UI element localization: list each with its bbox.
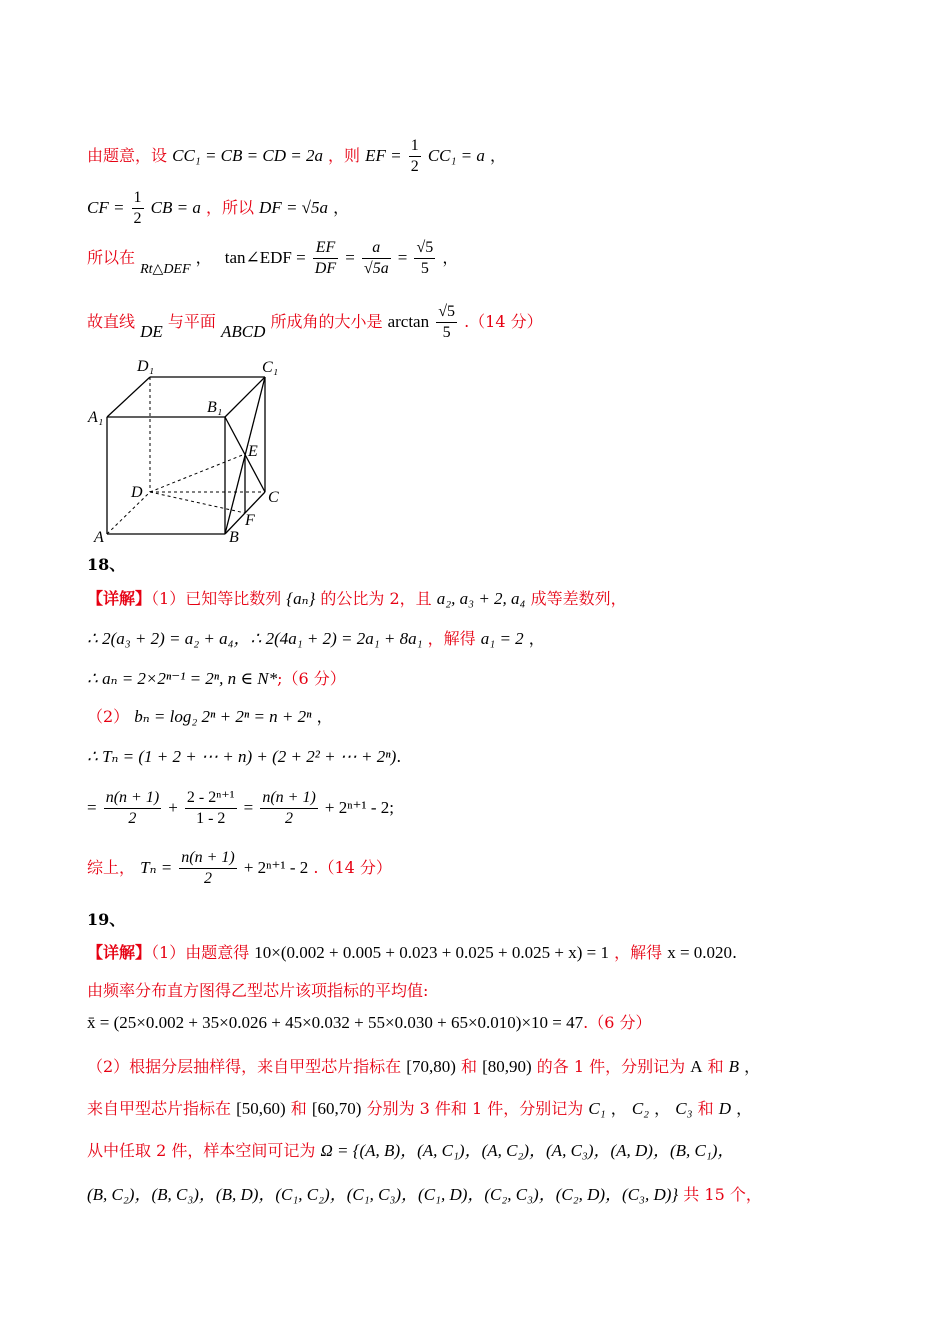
formula: [80,90)	[482, 1057, 532, 1076]
text: 故直线	[87, 312, 136, 331]
p18-line-3	[87, 668, 346, 690]
formula: a₁ = 2	[480, 629, 524, 648]
edge-A1D1	[107, 377, 150, 417]
text: 所以在	[87, 248, 136, 267]
text: 的公比为 2，且	[320, 589, 432, 608]
text: （2）根据分层抽样得，来自甲型芯片指标在	[87, 1057, 402, 1076]
text: ，	[610, 1099, 627, 1118]
fraction: $\frac{1}{2}$	[410, 137, 419, 175]
p19-line-5	[87, 1098, 752, 1120]
fraction: $\frac{n(n + 1)}{2}$	[181, 849, 235, 887]
p18-line-5	[87, 746, 401, 768]
formula: DE	[140, 322, 163, 341]
text: 来自甲型芯片指标在	[87, 1099, 232, 1118]
text: ，则	[328, 146, 361, 165]
fraction: $\frac{EF}{DF}$	[314, 239, 337, 277]
formula: CF =	[87, 198, 125, 217]
label-C: C	[268, 489, 279, 506]
p19-line-3	[87, 1012, 651, 1034]
formula: ∴ Tₙ = (1 + 2 + ⋯ + n) + (2 + 2² + ⋯ + 2ⁿ)	[87, 747, 397, 766]
fraction: $\frac{1}{2}$	[133, 189, 142, 227]
formula: ∴ 2(a₃ + 2) = a₂ + a₄，∴ 2(4a₁ + 2) = 2a₁ + 8a₁	[87, 629, 423, 648]
formula: =	[87, 798, 97, 817]
formula: {aₙ}	[286, 589, 316, 608]
formula: =	[345, 248, 355, 267]
p18-line-7	[87, 848, 392, 889]
text: 所成角的大小是	[270, 312, 383, 331]
text: 从中任取 2 件，样本空间可记为	[87, 1141, 316, 1160]
text: 和	[460, 1057, 477, 1076]
text: 共 15 个，	[683, 1185, 762, 1204]
formula: CC₁ = a	[427, 146, 485, 165]
formula: DF = √5a	[259, 198, 329, 217]
text: 成等差数列，	[530, 589, 627, 608]
formula: Ω = {(A, B)，(A, C₁)，(A, C₂)，(A, C₃)，(A, D)，(B, C₁)，	[320, 1141, 735, 1160]
text: ，	[736, 1099, 753, 1118]
fraction: $\frac{\text{2 - 2ⁿ⁺¹}}{1 - 2}$	[186, 789, 235, 827]
label-E: E	[248, 443, 258, 460]
label-D: D	[131, 484, 143, 501]
label-B1: B₁	[207, 399, 223, 416]
text: 和	[697, 1099, 714, 1118]
text: 和	[707, 1057, 724, 1076]
formula: D	[718, 1099, 732, 1118]
p19-line-7	[87, 1184, 762, 1206]
formula: A	[690, 1057, 703, 1076]
text: （1）已知等比数列	[151, 589, 282, 608]
text: （2）	[87, 707, 130, 726]
text: ，解得	[427, 629, 476, 648]
text: .（14 分）	[464, 312, 543, 331]
text: ，	[333, 198, 350, 217]
formula: 10×(0.002 + 0.005 + 0.023 + 0.025 + 0.025 + x) = 1	[254, 943, 609, 962]
formula: =	[397, 248, 408, 267]
formula: x = 0.020	[667, 943, 733, 962]
formula: x̄ = (25×0.002 + 35×0.026 + 45×0.032 + 55×0.030 + 65×0.010)×10 = 47	[87, 1013, 584, 1032]
formula: C₁	[588, 1099, 606, 1118]
problem-19-heading: 19、	[87, 910, 126, 929]
text: 分别为 3 件和 1 件，分别记为	[366, 1099, 584, 1118]
fraction: $\frac{n(n + 1)}{2}$	[262, 789, 316, 827]
text: ，	[195, 248, 212, 267]
text: .（14 分）	[313, 858, 392, 877]
fraction: $\frac{n(n + 1)}{2}$	[105, 789, 160, 827]
fraction: $\frac{a}{√5a}$	[363, 239, 389, 277]
text: 的各 1 件，分别记为	[536, 1057, 686, 1076]
text: （1）由题意得	[151, 943, 250, 962]
detail-tag: 【详解】	[87, 943, 152, 962]
formula: (B, C₂)，(B, C₃)，(B, D)，(C₁, C₂)，(C₁, C₃)，(C₁, D)，(C₂, C₃)，(C₂, D)，(C₃, D)}	[87, 1185, 679, 1204]
formula: C₂	[631, 1099, 650, 1118]
p18-line-1	[87, 588, 627, 610]
formula: + 2ⁿ⁺¹ - 2	[243, 858, 309, 877]
formula: +	[168, 798, 178, 817]
formula: =	[243, 798, 254, 817]
problem-18-heading: 18、	[87, 555, 126, 574]
solution-line-4	[87, 302, 543, 343]
text: 与平面	[167, 312, 216, 331]
label-D1: D₁	[137, 358, 155, 375]
text: 由题意，设	[87, 146, 168, 165]
text: ，	[490, 146, 507, 165]
text: 综上，	[87, 858, 136, 877]
text: ，	[442, 248, 459, 267]
solution-line-1	[87, 136, 506, 177]
text: ，	[316, 707, 333, 726]
solution-line-2	[87, 188, 349, 229]
text: .	[732, 943, 738, 962]
p19-line-4	[87, 1056, 760, 1078]
text: .	[396, 747, 402, 766]
p19-line-6	[87, 1140, 734, 1162]
formula: B	[728, 1057, 740, 1076]
p19-line-2: 由频率分布直方图得乙型芯片该项指标的平均值:	[87, 981, 429, 1000]
formula: a₂, a₃ + 2, a₄	[436, 589, 526, 608]
text: 和	[290, 1099, 307, 1118]
edge-B1C1	[225, 377, 265, 417]
label-A: A	[94, 529, 104, 546]
formula: CB = a	[150, 198, 201, 217]
text: ，	[744, 1057, 761, 1076]
formula: bₙ = log₂ 2ⁿ + 2ⁿ = n + 2ⁿ	[134, 707, 312, 726]
formula: Rt△DEF	[140, 262, 191, 277]
label-A1: A₁	[88, 409, 104, 426]
formula: Tₙ =	[140, 858, 173, 877]
text: ，	[528, 629, 545, 648]
text: ，	[654, 1099, 671, 1118]
formula: C₃	[675, 1099, 693, 1118]
text: ，解得	[614, 943, 663, 962]
formula: ABCD	[220, 322, 266, 341]
formula: ∴ aₙ = 2×2ⁿ⁻¹ = 2ⁿ, n ∈ N*	[87, 669, 278, 688]
formula: CC₁ = CB = CD = 2a	[172, 146, 323, 165]
hidden-edge-AD	[107, 492, 150, 534]
label-C1: C₁	[262, 359, 279, 376]
formula: + 2ⁿ⁺¹ - 2;	[324, 798, 395, 817]
detail-tag: 【详解】	[87, 589, 152, 608]
formula: [60,70)	[311, 1099, 362, 1118]
formula: EF =	[365, 146, 402, 165]
formula: [70,80)	[406, 1057, 456, 1076]
p18-line-6	[87, 788, 394, 829]
formula: arctan	[387, 312, 430, 331]
formula: [50,60)	[236, 1099, 286, 1118]
p18-line-2	[87, 628, 545, 650]
cube-figure	[85, 352, 295, 547]
text: ;（6 分）	[277, 669, 346, 688]
text: .（6 分）	[583, 1013, 652, 1032]
text: ，所以	[205, 198, 254, 217]
p19-line-1	[87, 942, 737, 964]
label-B: B	[229, 529, 239, 546]
label-F: F	[245, 512, 255, 529]
hidden-line-DE	[150, 454, 245, 492]
p18-line-4	[87, 706, 333, 728]
fraction: $\frac{√5}{5}$	[416, 239, 434, 277]
formula: tan∠EDF =	[224, 248, 306, 267]
fraction: $\frac{√5}{5}$	[438, 303, 455, 341]
solution-line-3	[87, 238, 458, 279]
